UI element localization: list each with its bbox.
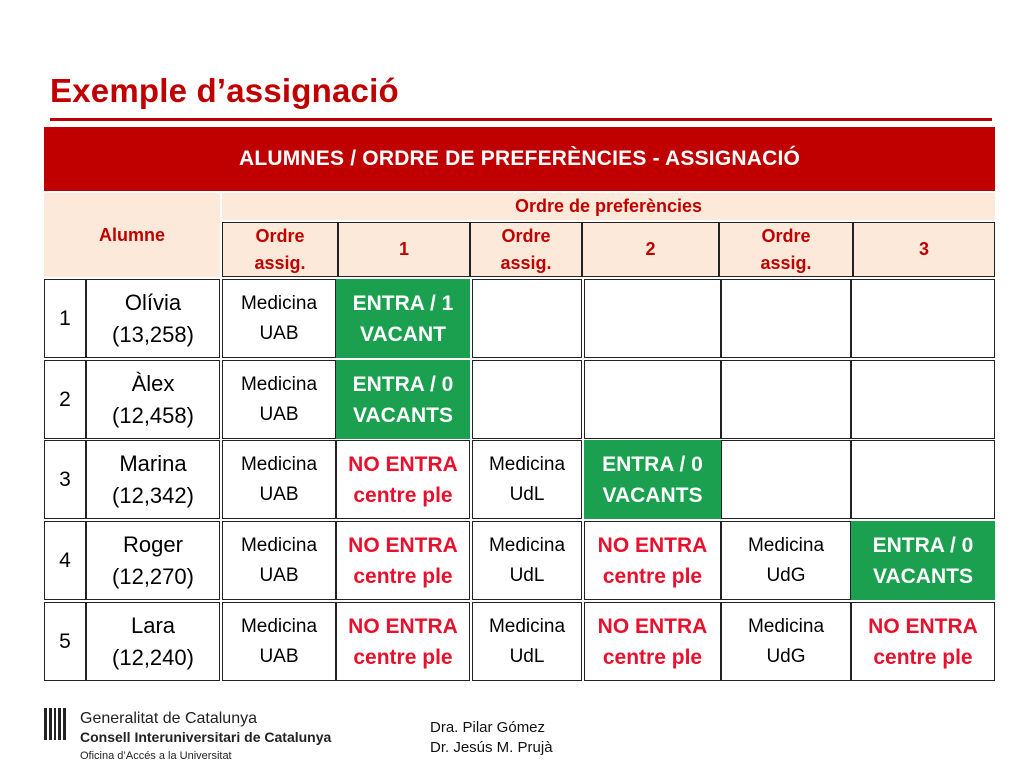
student-name: Marina (12,342) [86, 440, 220, 519]
result-no-entra-cell: NO ENTRA centre ple [584, 521, 721, 600]
title-underline [50, 118, 992, 121]
university-cell: Medicina UAB [222, 602, 336, 681]
result-no-entra-cell: NO ENTRA centre ple [336, 521, 470, 600]
empty-cell [851, 279, 995, 358]
subheader-pref-2: 2 [582, 222, 719, 277]
empty-cell [584, 360, 721, 439]
org-line-1: Generalitat de Catalunya [80, 710, 257, 727]
university-cell: Medicina UdG [721, 521, 851, 600]
result-no-entra-cell: NO ENTRA centre ple [584, 602, 721, 681]
author-1: Dra. Pilar Gómez [430, 719, 546, 736]
result-entra-cell: ENTRA / 0 VACANTS [336, 360, 470, 439]
result-no-entra-cell: NO ENTRA centre ple [851, 602, 995, 681]
empty-cell [472, 360, 582, 439]
university-cell: Medicina UdL [472, 602, 582, 681]
subheader-order-1: Ordre assig. [222, 222, 338, 277]
column-header-alumne: Alumne [44, 193, 220, 277]
student-name: Roger (12,270) [86, 521, 220, 600]
empty-cell [472, 279, 582, 358]
university-cell: Medicina UAB [222, 279, 336, 358]
org-line-2: Consell Interuniversitari de Catalunya [80, 729, 332, 745]
table-title: ALUMNES / ORDRE DE PREFERÈNCIES - ASSIGNACIÓ [44, 127, 995, 191]
empty-cell [721, 440, 851, 519]
result-entra-cell: ENTRA / 0 VACANTS [584, 440, 721, 519]
university-cell: Medicina UdL [472, 521, 582, 600]
row-number: 5 [44, 602, 86, 681]
empty-cell [851, 440, 995, 519]
student-name: Lara (12,240) [86, 602, 220, 681]
empty-cell [721, 360, 851, 439]
result-no-entra-cell: NO ENTRA centre ple [336, 440, 470, 519]
university-cell: Medicina UAB [222, 440, 336, 519]
column-header-preferences: Ordre de preferències [222, 193, 995, 220]
empty-cell [851, 360, 995, 439]
university-cell: Medicina UAB [222, 360, 336, 439]
subheader-order-3: Ordre assig. [719, 222, 853, 277]
result-entra-cell: ENTRA / 1 VACANT [336, 279, 470, 358]
university-cell: Medicina UAB [222, 521, 336, 600]
row-number: 3 [44, 440, 86, 519]
subheader-order-2: Ordre assig. [470, 222, 582, 277]
subheader-pref-3: 3 [853, 222, 995, 277]
slide-title: Exemple d’assignació [50, 72, 399, 109]
org-line-3: Oficina d’Accés a la Universitat [80, 750, 232, 762]
student-name: Olívia (13,258) [86, 279, 220, 358]
author-2: Dr. Jesús M. Prujà [430, 739, 553, 756]
footer-authors [430, 718, 553, 758]
empty-cell [584, 279, 721, 358]
result-entra-cell: ENTRA / 0 VACANTS [851, 521, 995, 600]
university-cell: Medicina UdG [721, 602, 851, 681]
generalitat-logo-icon [44, 708, 66, 740]
result-no-entra-cell: NO ENTRA centre ple [336, 602, 470, 681]
empty-cell [721, 279, 851, 358]
row-number: 1 [44, 279, 86, 358]
subheader-pref-1: 1 [338, 222, 470, 277]
row-number: 2 [44, 360, 86, 439]
footer-organization [80, 709, 331, 766]
university-cell: Medicina UdL [472, 440, 582, 519]
student-name: Àlex (12,458) [86, 360, 220, 439]
row-number: 4 [44, 521, 86, 600]
